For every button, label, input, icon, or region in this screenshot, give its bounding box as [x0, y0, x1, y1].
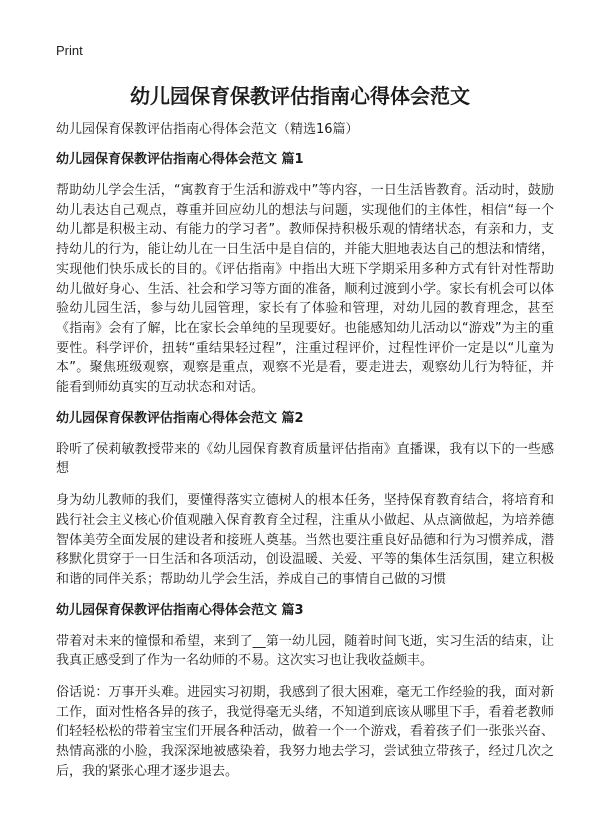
section-2: [56, 410, 554, 590]
document-body: [56, 121, 554, 794]
section-paragraph: 身为幼儿教师的我们，要懂得落实立德树人的根本任务，坚持保育教育结合，将培育和践行社会主义核心价值观融入保育教育全过程，注重从小做起、从点滴做起，为培养德智体美劳全面发展的建设者和接班人奠基。当然也要注重良好品德和行为习惯养成，潜移默化贯穿于一日生活和各项活动，创设温暖、关爱、平等的集体生活氛围，建立积极和谐的同伴关系；帮助幼儿学会生活，养成自己的事情自己做的习惯: [56, 493, 554, 587]
section-paragraph: 俗话说：万事开头难。进园实习初期，我感到了很大困难，毫无工作经验的我，面对新工作，面对性格各异的孩子，我觉得毫无头绪，不知道到底该从哪里下手，看着老教师们轻轻松松的带着宝宝们开展各种活动，做着一个一个游戏，看着孩子们一张张兴奋、热情高涨的小脸，我深深地被感染着，我努力地去学习，尝试独立带孩子，经过几次之后，我的紧张心理才逐步退去。: [56, 685, 554, 779]
section-paragraph: 帮助幼儿学会生活，“寓教育于生活和游戏中”等内容，一日生活皆教育。活动时，鼓励幼儿表达自己观点，尊重并回应幼儿的想法与问题，实现他们的主体性，相信“每一个幼儿都是积极主动、有能力的学习者”。教师保持积极乐观的情绪状态，有亲和力，支持幼儿的行为，能让幼儿在一日生活中是自信的，并能大胆地表达自己的想法和情绪，实现他们快乐成长的目的。《评估指南》中指出大班下学期采用多种方式有针对性帮助幼儿做好身心、生活、社会和学习等方面的准备，顺利过渡到小学。家长有机会可以体验幼儿园生活，参与幼儿园管理，家长有了体验和管理，对幼儿园的教育理念，甚至《指南》会有了解，比在家长会单纯的呈现要好。也能感知幼儿活动以“游戏”为主的重要性。科学评价，扭转“重结果轻过程”，注重过程评价，过程性评价一定是以“儿童为本”。聚焦班级观察，观察是重点，观察不光是看，要走进去，观察幼儿行为特征，并能看到师幼真实的互动状态和对话。: [56, 183, 554, 396]
section-paragraph: 带着对未来的憧憬和希望，来到了__第一幼儿园，随着时间飞逝，实习生活的结束，让我真正感受到了作为一名幼师的不易。这次实习也让我收益颇丰。: [56, 633, 554, 669]
page-title: 幼儿园保育保教评估指南心得体会范文: [130, 84, 470, 108]
print-link[interactable]: Print: [56, 43, 83, 58]
section-heading: 幼儿园保育保教评估指南心得体会范文 篇3: [56, 602, 304, 618]
section-3: [56, 602, 554, 782]
section-heading: 幼儿园保育保教评估指南心得体会范文 篇1: [56, 152, 304, 167]
section-1: [56, 151, 554, 398]
section-paragraph: 聆听了侯莉敏教授带来的《幼儿园保育教育质量评估指南》直播课，我有以下的一些感想: [56, 441, 554, 477]
document-subtitle: 幼儿园保育保教评估指南心得体会范文（精选16篇）: [56, 122, 359, 137]
section-heading: 幼儿园保育保教评估指南心得体会范文 篇2: [56, 410, 304, 426]
